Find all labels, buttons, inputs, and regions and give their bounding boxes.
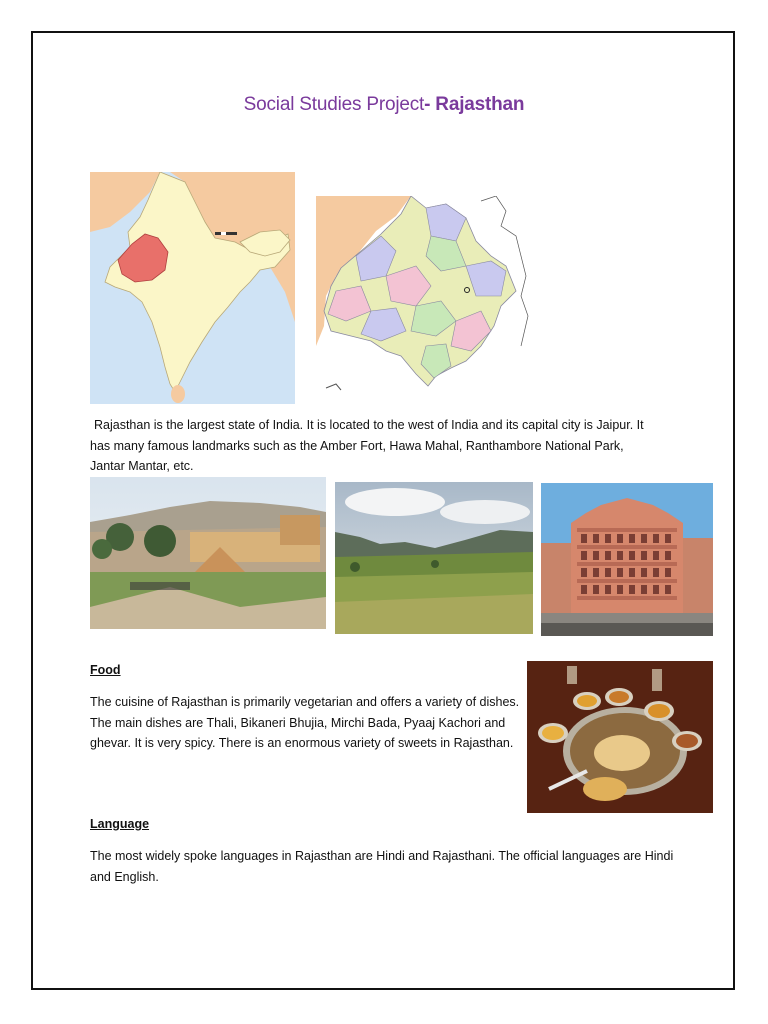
rajasthan-districts-map-image: [316, 196, 532, 394]
intro-paragraph: Rajasthan is the largest state of India. It is located to the west of India and its capital city is Jaipur. It has many famous landmarks such as the Amber Fort, Hawa Mahal, Ranthambore National Park, Jantar Mantar, etc.: [90, 418, 644, 473]
jantar-mantar-photo: [90, 477, 326, 629]
hawa-mahal-photo: [541, 483, 713, 636]
language-paragraph: The most widely spoke languages in Rajasthan are Hindi and Rajasthani. The official languages are Hindi and English.: [90, 849, 674, 884]
food-heading: Food: [90, 663, 121, 677]
page-title: Social Studies Project- Rajasthan: [243, 94, 525, 115]
landscape-photo: [335, 482, 533, 634]
food-paragraph: The cuisine of Rajasthan is primarily vegetarian and offers a variety of dishes. The main dishes are Thali, Bikaneri Bhujia, Mirchi Bada, Pyaaj Kachori and ghevar. It is very spicy. There is an enormous variety of sweets in Rajasthan.: [90, 695, 520, 750]
thali-photo: [527, 661, 713, 813]
language-heading: Language: [90, 817, 150, 831]
india-map-image: [90, 172, 295, 404]
